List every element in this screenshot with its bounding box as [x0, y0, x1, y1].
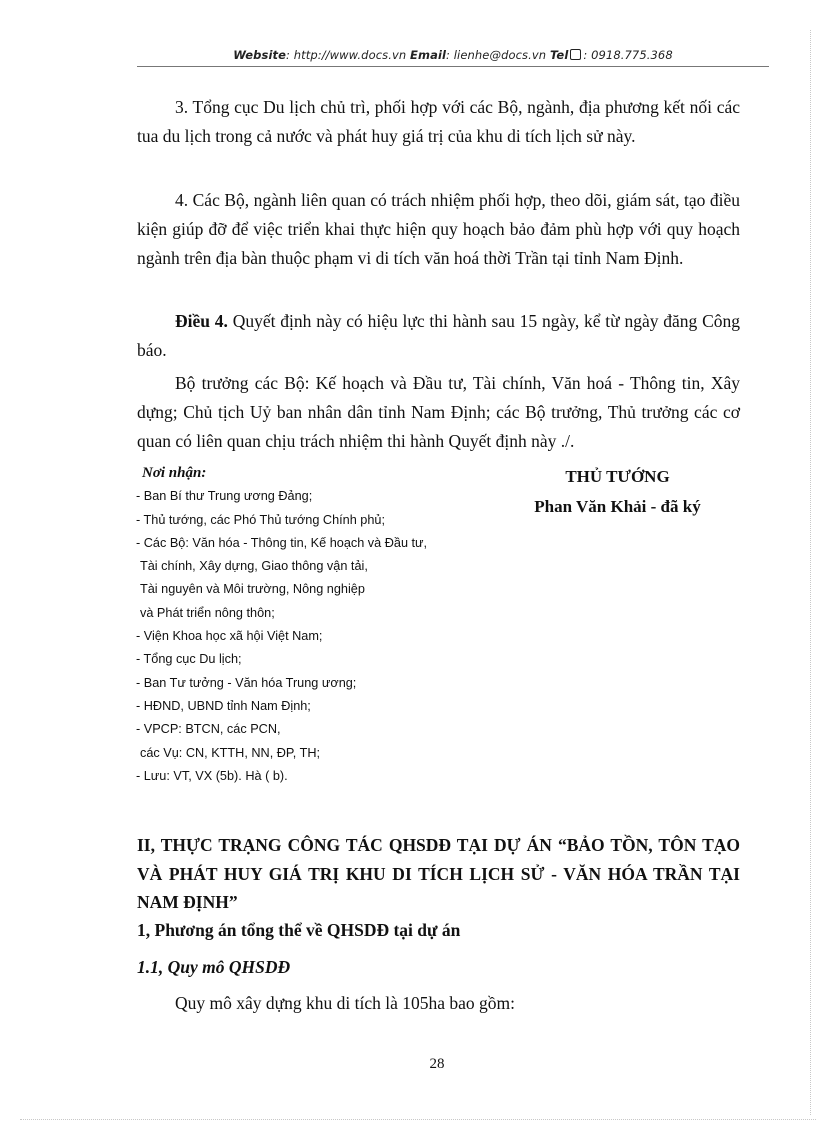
recipient-line: và Phát triển nông thôn; [140, 605, 275, 620]
page-number: 28 [429, 1056, 445, 1072]
recipient-line: - Ban Tư tưởng - Văn hóa Trung ương; [136, 675, 357, 690]
article-4-label: Điều 4. [175, 311, 228, 331]
tel-value: : 0918.775.368 [583, 48, 673, 62]
recipient-line: - Viện Khoa học xã hội Việt Nam; [136, 629, 323, 644]
recipient-line: - Lưu: VT, VX (5b). Hà ( b). [136, 768, 288, 783]
recipient-line: các Vụ: CN, KTTH, NN, ĐP, TH; [140, 745, 321, 760]
recipients-list [136, 462, 496, 788]
phone-icon [570, 49, 581, 60]
paragraph-scale: Quy mô xây dựng khu di tích là 105ha bao gồm: [175, 993, 515, 1013]
article-4-text: Quyết định này có hiệu lực thi hành sau 15 ngày, kể từ ngày đăng Công báo. [137, 311, 741, 360]
tel-label: Tel [549, 48, 569, 62]
recipient-line: - Các Bộ: Văn hóa - Thông tin, Kế hoạch và Đầu tư, [136, 535, 428, 550]
email-value: : lienhe@docs.vn [446, 48, 547, 62]
paragraph-item-4: 4. Các Bộ, ngành liên quan có trách nhiệm phối hợp, theo dõi, giám sát, tạo điều kiện giúp đỡ để việc triển khai thực hiện quy hoạch bảo đảm phù hợp với quy hoạch ngành trên địa bàn thuộc phạm vi di tích văn hoá thời Trần tại tỉnh Nam Định. [137, 190, 740, 268]
header-divider [137, 66, 769, 67]
recipients-title: Nơi nhận: [142, 465, 207, 481]
paragraph-item-3: 3. Tổng cục Du lịch chủ trì, phối hợp với các Bộ, ngành, địa phương kết nối các tua du lịch trong cả nước và phát huy giá trị của khu di tích lịch sử này. [137, 97, 740, 146]
section-heading-2-1-1: 1.1, Quy mô QHSDĐ [137, 957, 291, 977]
recipient-line: - HĐND, UBND tỉnh Nam Định; [136, 698, 311, 713]
recipient-line: Tài chính, Xây dựng, Giao thông vận tải, [140, 559, 368, 574]
paragraph-article-4 [137, 307, 740, 365]
website-label: Website [233, 48, 286, 62]
email-label: Email [410, 48, 447, 62]
recipient-line: Tài nguyên và Môi trường, Nông nghiệp [140, 582, 365, 597]
recipient-line: - Tổng cục Du lịch; [136, 652, 242, 667]
page-header [137, 48, 769, 62]
recipient-line: - Thủ tướng, các Phó Thủ tướng Chính phủ; [136, 512, 385, 527]
page-edge-right [810, 30, 811, 1115]
signer-title: THỦ TƯỚNG [565, 467, 670, 486]
section-heading-2: II, THỰC TRẠNG CÔNG TÁC QHSDĐ TẠI DỰ ÁN “BẢO TỒN, TÔN TẠO VÀ PHÁT HUY GIÁ TRỊ KHU DI TÍCH LỊCH SỬ - VĂN HÓA TRẦN TẠI NAM ĐỊNH” [137, 835, 740, 912]
page-edge-bottom [20, 1119, 816, 1120]
signer-name: Phan Văn Khải - đã ký [534, 497, 701, 516]
recipient-line: - Ban Bí thư Trung ương Đảng; [136, 489, 313, 504]
website-value: : http://www.docs.vn [285, 48, 407, 62]
signature-block [510, 462, 725, 522]
section-heading-2-1: 1, Phương án tổng thể về QHSDĐ tại dự án [137, 920, 461, 940]
paragraph-execution: Bộ trưởng các Bộ: Kế hoạch và Đầu tư, Tài chính, Văn hoá - Thông tin, Xây dựng; Chủ tịch Uỷ ban nhân dân tỉnh Nam Định; các Bộ trưởng, Thủ trưởng các cơ quan có liên quan chịu trách nhiệm thi hành Quyết định này ./. [137, 373, 740, 451]
recipient-line: - VPCP: BTCN, các PCN, [136, 722, 281, 737]
